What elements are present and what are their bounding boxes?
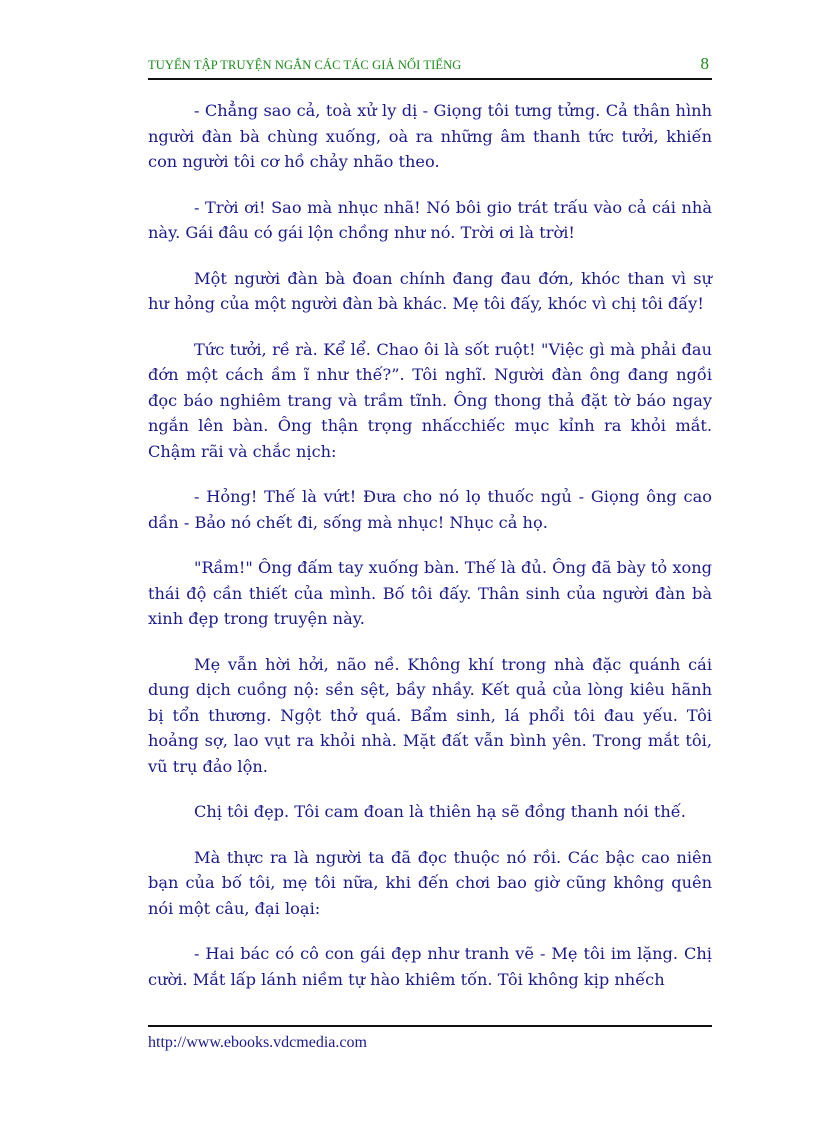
- paragraph: - Hỏng! Thế là vứt! Đưa cho nó lọ thuốc ngủ - Giọng ông cao dần - Bảo nó chết đi, sống mà nhục! Nhục cả họ.: [148, 487, 712, 532]
- paragraph: Tức tưởi, rề rà. Kể lể. Chao ôi là sốt ruột! "Việc gì mà phải đau đớn một cách ầm ĩ như thế?”. Tôi nghĩ. Người đàn ông đang ngồi đọc báo nghiêm trang và trầm tĩnh. Ông thong thả đặt tờ báo ngay ngắn lên bàn. Ông thận trọng nhấcchiếc mục kỉnh ra khỏi mắt. Chậm rãi và chắc nịch:: [148, 339, 712, 461]
- paragraph: Mà thực ra là người ta đã đọc thuộc nó rồi. Các bậc cao niên bạn của bố tôi, mẹ tôi nữa, khi đến chơi bao giờ cũng không quên nói một câu, đại loại:: [148, 847, 712, 918]
- footer-website-link[interactable]: http://www.ebooks.vdcmedia.com: [148, 1034, 367, 1051]
- page-header: [148, 54, 712, 76]
- footer-divider: [148, 1025, 712, 1027]
- paragraph: - Hai bác có cô con gái đẹp như tranh vẽ - Mẹ tôi im lặng. Chị cười. Mắt lấp lánh niềm tự hào khiêm tốn. Tôi không kịp nhếch: [148, 944, 712, 989]
- header-divider: [148, 78, 712, 80]
- paragraph: - Trời ơi! Sao mà nhục nhã! Nó bôi gio trát trấu vào cả cái nhà này. Gái đâu có gái lộn chồng như nó. Trời ơi là trời!: [148, 197, 712, 242]
- paragraph: Một người đàn bà đoan chính đang đau đớn, khóc than vì sự hư hỏng của một người đàn bà khác. Mẹ tôi đấy, khóc vì chị tôi đấy!: [148, 268, 712, 313]
- paragraph: - Chẳng sao cả, toà xử ly dị - Giọng tôi tưng tửng. Cả thân hình người đàn bà chùng xuống, oà ra những âm thanh tức tưởi, khiến con người tôi cơ hồ chảy nhão theo.: [148, 101, 712, 171]
- paragraph: Chị tôi đẹp. Tôi cam đoan là thiên hạ sẽ đồng thanh nói thế.: [194, 802, 686, 821]
- paragraph: "Rầm!" Ông đấm tay xuống bàn. Thế là đủ. Ông đã bày tỏ xong thái độ cần thiết của mình. Bố tôi đấy. Thân sinh của người đàn bà xinh đẹp trong truyện này.: [148, 558, 712, 628]
- book-title: TUYỂN TẬP TRUYỆN NGẮN CÁC TÁC GIẢ NỔI TIẾNG: [148, 58, 462, 72]
- paragraph: Mẹ vẫn hời hởi, não nề. Không khí trong nhà đặc quánh cái dung dịch cuồng nộ: sền sệt, bầy nhầy. Kết quả của lòng kiêu hãnh bị tổn thương. Ngột thở quá. Bẩm sinh, lá phổi tôi đau yếu. Tôi hoảng sợ, lao vụt ra khỏi nhà. Mặt đất vẫn bình yên. Trong mắt tôi, vũ trụ đảo lộn.: [148, 654, 712, 776]
- page-number: 8: [700, 54, 709, 73]
- story-body: [148, 98, 712, 1012]
